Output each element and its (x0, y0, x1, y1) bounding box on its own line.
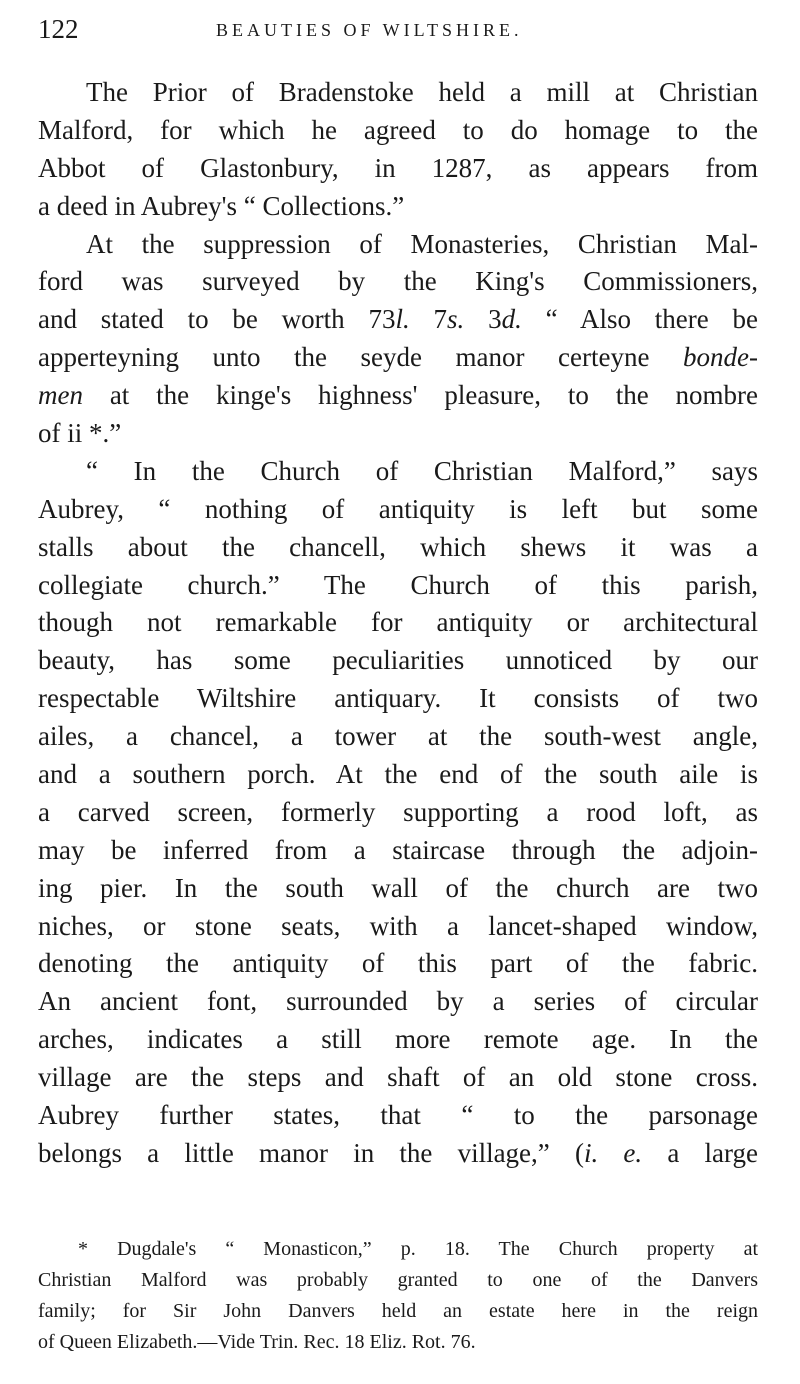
text-segment: At the suppression of Monasteries, Christian Mal- (86, 228, 758, 259)
text-segment: ailes, a chancel, a tower at the south-west angle, (38, 721, 758, 752)
italic-text: bonde- (683, 342, 758, 373)
text-segment: of ii *.” (38, 418, 122, 449)
text-segment: and a southern porch. At the end of the south aile is (38, 759, 758, 790)
body-line (38, 794, 758, 832)
body-line (38, 529, 758, 567)
text-segment: Aubrey further states, that “ to the parsonage (38, 1100, 758, 1131)
page-number: 122 (38, 14, 79, 44)
text-segment: apperteyning unto the seyde manor certeyne (38, 342, 684, 373)
text-segment: 7 (409, 304, 448, 335)
body-line (38, 491, 758, 529)
running-title: BEAUTIES OF WILTSHIRE. (216, 20, 523, 40)
text-segment: ing pier. In the south wall of the church are two (38, 872, 758, 903)
body-line (38, 377, 758, 415)
italic-text: i. e. (583, 1137, 643, 1168)
italic-text: l. (395, 304, 410, 335)
text-segment: and stated to be worth 73 (38, 304, 396, 335)
footnote-line (38, 1234, 758, 1265)
text-segment: a large (642, 1137, 758, 1168)
body-line (38, 415, 758, 453)
text-segment: village are the steps and shaft of an old stone cross. (38, 1062, 758, 1093)
italic-text: s. (447, 304, 465, 335)
footnote-line (38, 1265, 758, 1296)
body-text (38, 74, 758, 1173)
body-line (38, 263, 758, 301)
footnote-line (38, 1296, 758, 1327)
body-line (38, 1097, 758, 1135)
text-segment: of Queen Elizabeth.—Vide Trin. Rec. 18 Eliz. Rot. 76. (38, 1331, 476, 1353)
text-segment: a carved screen, formerly supporting a rood loft, as (38, 796, 758, 827)
text-segment: arches, indicates a still more remote age. In the (38, 1024, 758, 1055)
body-line (38, 718, 758, 756)
body-line (38, 150, 758, 188)
body-line (38, 642, 758, 680)
text-segment: may be inferred from a staircase through the adjoin- (38, 834, 758, 865)
body-line (38, 226, 758, 264)
body-line (38, 945, 758, 983)
body-line (38, 1135, 758, 1173)
body-line (38, 339, 758, 377)
body-line (38, 680, 758, 718)
body-line (38, 983, 758, 1021)
text-segment: denoting the antiquity of this part of the fabric. (38, 948, 758, 979)
text-segment: niches, or stone seats, with a lancet-shaped window, (38, 910, 758, 941)
text-segment: 3 (464, 304, 502, 335)
text-segment: ford was surveyed by the King's Commissioners, (38, 266, 758, 297)
text-segment: Aubrey, “ nothing of antiquity is left but some (38, 493, 758, 524)
italic-text: men (38, 380, 83, 411)
text-segment: Abbot of Glastonbury, in 1287, as appears from (38, 152, 758, 183)
body-line (38, 908, 758, 946)
text-segment: belongs a little manor in the village,” ( (38, 1137, 584, 1168)
body-line (38, 870, 758, 908)
text-segment: family; for Sir John Danvers held an estate here in the reign (38, 1300, 758, 1322)
body-line (38, 832, 758, 870)
text-segment: Christian Malford was probably granted to one of the Danvers (38, 1269, 758, 1291)
footnote (38, 1234, 758, 1358)
body-line (38, 1021, 758, 1059)
text-segment: beauty, has some peculiarities unnoticed by our (38, 645, 758, 676)
body-line (38, 301, 758, 339)
text-segment: An ancient font, surrounded by a series of circular (38, 986, 758, 1017)
body-line (38, 74, 758, 112)
body-line (38, 188, 758, 226)
text-segment: “ In the Church of Christian Malford,” says (86, 455, 758, 486)
running-header (38, 14, 758, 48)
text-segment: The Prior of Bradenstoke held a mill at Christian (86, 77, 758, 107)
body-line (38, 567, 758, 605)
footnote-line (38, 1327, 758, 1358)
text-segment: though not remarkable for antiquity or architectural (38, 607, 758, 638)
body-line (38, 453, 758, 491)
body-line (38, 112, 758, 150)
text-segment: collegiate church.” The Church of this parish, (38, 569, 758, 600)
text-segment: Malford, for which he agreed to do homage to the (38, 114, 758, 145)
body-line (38, 1059, 758, 1097)
body-line (38, 756, 758, 794)
text-segment: stalls about the chancell, which shews it was a (38, 531, 758, 562)
text-segment: respectable Wiltshire antiquary. It consists of two (38, 683, 758, 714)
text-segment: a deed in Aubrey's “ Collections.” (38, 190, 405, 221)
text-segment: at the kinge's highness' pleasure, to the nombre (82, 380, 758, 411)
text-segment: “ Also there be (521, 304, 758, 335)
italic-text: d. (501, 304, 522, 335)
body-line (38, 604, 758, 642)
text-segment: * Dugdale's “ Monasticon,” p. 18. The Church property at (78, 1238, 758, 1260)
